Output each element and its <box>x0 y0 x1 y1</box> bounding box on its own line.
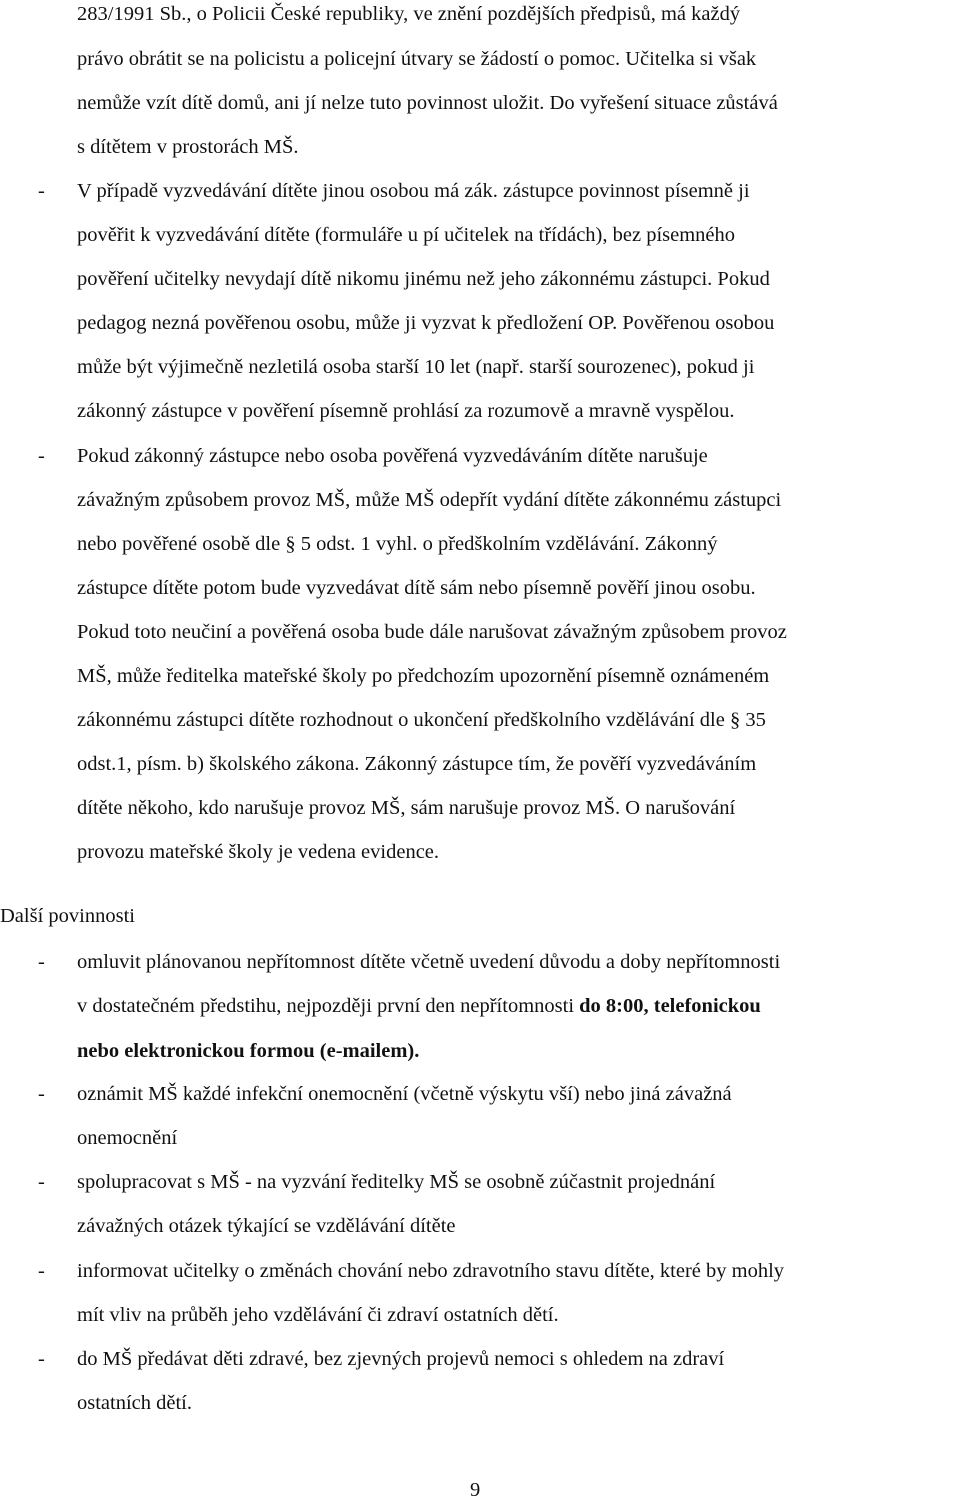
text-line: s dítětem v prostorách MŠ. <box>77 136 299 158</box>
text-line: oznámit MŠ každé infekční onemocnění (včetně výskytu vší) nebo jiná závažná <box>77 1083 732 1105</box>
text-bold-contact-method: nebo elektronickou formou (e-mailem). <box>77 1040 420 1062</box>
text-line: Pokud toto neučiní a pověřená osoba bude dále narušovat závažným způsobem provoz <box>77 621 787 643</box>
text-line: pedagog nezná pověřenou osobu, může ji vyzvat k předložení OP. Pověřenou osobou <box>77 312 775 334</box>
list-dash: - <box>38 951 45 973</box>
text-line: ostatních dětí. <box>77 1392 193 1414</box>
text-line: nemůže vzít dítě domů, ani jí nelze tuto povinnost uložit. Do vyřešení situace zůstává <box>77 92 778 114</box>
page-number: 9 <box>470 1479 481 1501</box>
list-dash: - <box>38 1171 45 1193</box>
text-line: onemocnění <box>77 1127 178 1149</box>
list-dash: - <box>38 1260 45 1282</box>
text-line: 283/1991 Sb., o Policii České republiky, ve znění pozdějších předpisů, má každý <box>77 3 741 25</box>
text-line: mít vliv na průběh jeho vzdělávání či zdraví ostatních dětí. <box>77 1304 559 1326</box>
list-dash: - <box>38 1348 45 1370</box>
text-line: může být výjimečně nezletilá osoba starší 10 let (např. starší sourozenec), pokud ji <box>77 356 755 378</box>
text-line: zákonnému zástupci dítěte rozhodnout o ukončení předškolního vzdělávání dle § 35 <box>77 709 766 731</box>
list-dash: - <box>38 180 45 202</box>
text-bold-deadline: do 8:00, telefonickou <box>579 995 761 1017</box>
text-line: dítěte někoho, kdo narušuje provoz MŠ, sám narušuje provoz MŠ. O narušování <box>77 797 736 819</box>
list-dash: - <box>38 445 45 467</box>
text-line: pověřit k vyzvedávání dítěte (formuláře u pí učitelek na třídách), bez písemného <box>77 224 736 246</box>
text-line: Pokud zákonný zástupce nebo osoba pověřená vyzvedáváním dítěte narušuje <box>77 445 708 467</box>
text-line: nebo pověřené osobě dle § 5 odst. 1 vyhl. o předškolním vzdělávání. Zákonný <box>77 533 718 555</box>
text-line: zákonný zástupce v pověření písemně prohlásí za rozumově a mravně vyspělou. <box>77 400 735 422</box>
text-line: omluvit plánovanou nepřítomnost dítěte včetně uvedení důvodu a doby nepřítomnosti <box>77 951 781 973</box>
text-line: MŠ, může ředitelka mateřské školy po předchozím upozornění písemně oznámeném <box>77 665 770 687</box>
text-line: spolupracovat s MŠ - na vyzvání ředitelky MŠ se osobně zúčastnit projednání <box>77 1171 716 1193</box>
text-line: zástupce dítěte potom bude vyzvedávat dítě sám nebo písemně pověří jinou osobu. <box>77 577 756 599</box>
text-line: do MŠ předávat děti zdravé, bez zjevných projevů nemoci s ohledem na zdraví <box>77 1348 725 1370</box>
text-line: odst.1, písm. b) školského zákona. Zákonný zástupce tím, že pověří vyzvedáváním <box>77 753 757 775</box>
text-line: závažným způsobem provoz MŠ, může MŠ odepřít vydání dítěte zákonnému zástupci <box>77 489 782 511</box>
section-heading-other-duties: Další povinnosti <box>0 905 135 927</box>
text-line: právo obrátit se na policistu a policejní útvary se žádostí o pomoc. Učitelka si však <box>77 48 757 70</box>
text-line: pověření učitelky nevydají dítě nikomu jinému než jeho zákonnému zástupci. Pokud <box>77 268 770 290</box>
text-plain: v dostatečném předstihu, nejpozději první den nepřítomnosti <box>77 995 580 1017</box>
text-line: provozu mateřské školy je vedena evidence. <box>77 841 440 863</box>
text-line: V případě vyzvedávání dítěte jinou osobou má zák. zástupce povinnost písemně ji <box>77 180 750 202</box>
text-line <box>77 994 761 1018</box>
list-dash: - <box>38 1083 45 1105</box>
text-line: informovat učitelky o změnách chování nebo zdravotního stavu dítěte, které by mohly <box>77 1260 785 1282</box>
text-line: závažných otázek týkající se vzdělávání dítěte <box>77 1215 456 1237</box>
